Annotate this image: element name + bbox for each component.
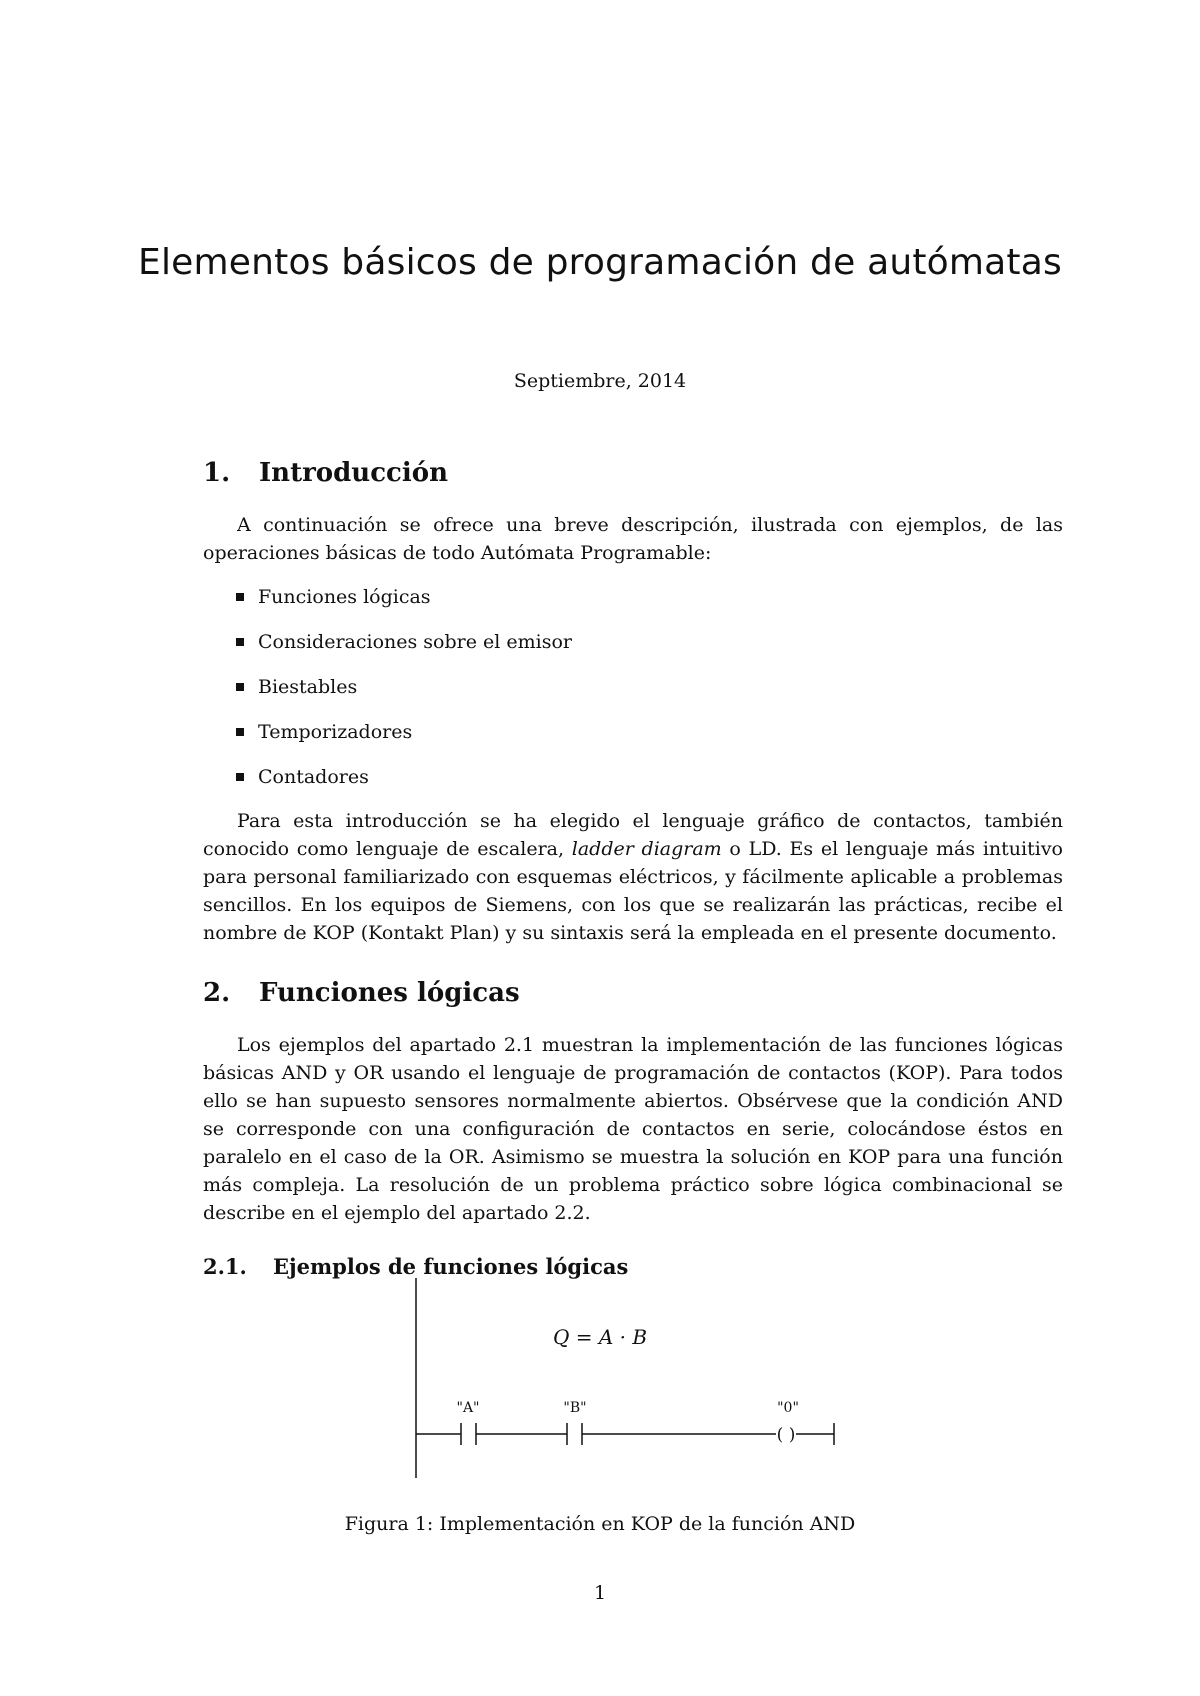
contact-a-label: "A" <box>456 1400 480 1416</box>
document-title: Elementos básicos de programación de autómatas <box>138 242 1062 283</box>
and-equation: Q = A · B <box>552 1325 648 1349</box>
contact-b <box>563 1400 586 1445</box>
section-1-intro: A continuación se ofrece una breve descripción, ilustrada con ejemplos, de las operaciones básicas de todo Autómata Programable: <box>203 514 1063 564</box>
figure-caption: Figura 1: Implementación en KOP de la función AND <box>344 1513 856 1535</box>
list-item: Biestables <box>203 673 1063 718</box>
contact-a <box>457 1400 480 1445</box>
section-1-number: 1. <box>203 458 231 488</box>
section-2-number: 2. <box>203 978 231 1008</box>
bullet-square-icon <box>236 638 244 646</box>
section-1-intro-block <box>203 511 1063 567</box>
section-1-para2-block <box>203 807 1063 947</box>
contact-b-label: "B" <box>563 1400 587 1416</box>
subsection-2-1-title: Ejemplos de funciones lógicas <box>273 1254 629 1279</box>
coil-label: "0" <box>777 1400 799 1416</box>
subsection-2-1-number: 2.1. <box>203 1254 247 1279</box>
section-2-para-block <box>203 1031 1063 1227</box>
bullet-square-icon <box>236 728 244 736</box>
list-item: Funciones lógicas <box>203 583 1063 628</box>
section-2-heading-block <box>203 978 1063 1008</box>
list-item: Consideraciones sobre el emisor <box>203 628 1063 673</box>
coil-output <box>777 1400 799 1445</box>
section-2-paragraph: Los ejemplos del apartado 2.1 muestran la implementación de las funciones lógicas básicas AND y OR usando el lenguaje de programación de contactos (KOP). Para todos ello se han supuesto sensores normalmente abiertos. Obsérvese que la condición AND se corresponde con una configuración de contactos en serie, colocándose éstos en paralelo en el caso de la OR. Asimismo se muestra la solución en KOP para una función más compleja. La resolución de un problema práctico sobre lógica combinacional se describe en el ejemplo del apartado 2.2. <box>203 1034 1063 1224</box>
list-item: Temporizadores <box>203 718 1063 763</box>
list-item: Contadores <box>203 763 1063 808</box>
bullet-square-icon <box>236 593 244 601</box>
section-2-title: Funciones lógicas <box>259 978 520 1008</box>
document-date: Septiembre, 2014 <box>513 370 687 392</box>
section-2-heading <box>203 978 1063 1008</box>
section-1-heading-block <box>203 458 1063 488</box>
bullet-square-icon <box>236 683 244 691</box>
section-1-paragraph-2: Para esta introducción se ha elegido el lenguaje gráfico de contactos, también conocido como lenguaje de escalera, ladder diagram o LD. Es el lenguaje más intuitivo para personal familiarizado con esquemas eléctricos, y fácilmente aplicable a problemas sencillos. En los equipos de Siemens, con los que se realizarán las prácticas, recibe el nombre de KOP (Kontakt Plan) y su sintaxis será la empleada en el presente documento. <box>203 810 1063 944</box>
section-1-title: Introducción <box>259 458 448 488</box>
section-1-heading <box>203 458 1063 488</box>
coil-symbol: ( ) <box>776 1425 796 1445</box>
topic-list <box>203 583 1063 808</box>
page-number: 1 <box>593 1582 607 1604</box>
bullet-square-icon <box>236 773 244 781</box>
ladder-diagram-and <box>400 1270 860 1480</box>
ladder-diagram-term: ladder diagram <box>571 838 722 860</box>
topic-list-block <box>203 583 1063 808</box>
